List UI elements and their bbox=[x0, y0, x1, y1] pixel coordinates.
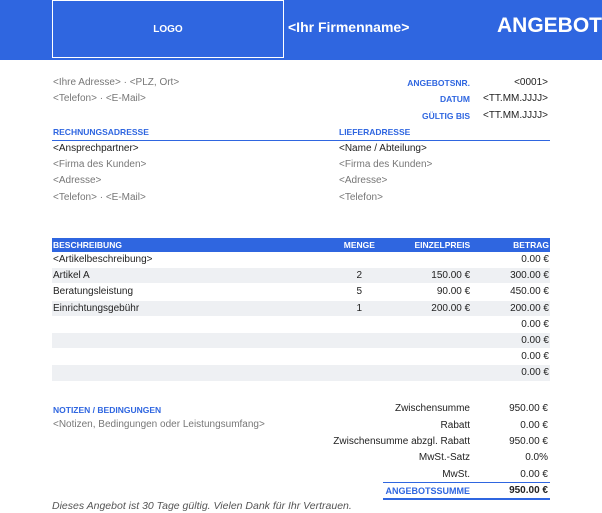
item-unit-price: 200.00 € bbox=[380, 300, 471, 316]
date-value: <TT.MM.JJJJ> bbox=[482, 93, 548, 104]
subtotal-label: Zwischensumme bbox=[394, 403, 470, 414]
sender-contact: <Telefon> · <E-Mail> bbox=[53, 93, 146, 104]
item-unit-price bbox=[380, 349, 471, 365]
items-header-row bbox=[52, 238, 550, 252]
shipping-phone: <Telefon> bbox=[339, 192, 383, 203]
billing-company: <Firma des Kunden> bbox=[53, 159, 147, 170]
col-header-description: BESCHREIBUNG bbox=[52, 238, 338, 252]
item-description: <Artikelbeschreibung> bbox=[52, 252, 338, 268]
item-amount: 300.00 € bbox=[471, 268, 550, 284]
item-unit-price: 90.00 € bbox=[380, 284, 471, 300]
table-row bbox=[52, 268, 550, 284]
col-header-quantity: MENGE bbox=[338, 238, 380, 252]
item-amount: 0.00 € bbox=[471, 365, 550, 381]
vat-value: 0.00 € bbox=[520, 469, 548, 480]
vat-rate-label: MwSt.-Satz bbox=[418, 452, 470, 463]
shipping-name: <Name / Abteilung> bbox=[339, 143, 427, 154]
item-amount: 0.00 € bbox=[471, 332, 550, 348]
table-row bbox=[52, 332, 550, 348]
item-unit-price bbox=[380, 365, 471, 381]
vat-label: MwSt. bbox=[442, 469, 470, 480]
item-quantity: 5 bbox=[338, 284, 380, 300]
shipping-company: <Firma des Kunden> bbox=[339, 159, 433, 170]
item-unit-price bbox=[380, 316, 471, 332]
item-description bbox=[52, 349, 338, 365]
valid-until-value: <TT.MM.JJJJ> bbox=[482, 110, 548, 121]
billing-heading: RECHNUNGSADRESSE bbox=[53, 127, 149, 137]
subtotal-value: 950.00 € bbox=[509, 403, 548, 414]
table-row bbox=[52, 284, 550, 300]
discount-label: Rabatt bbox=[440, 420, 470, 431]
billing-phone-email: <Telefon> · <E-Mail> bbox=[53, 192, 146, 203]
col-header-unit-price: EINZELPREIS bbox=[380, 238, 471, 252]
item-description: Artikel A bbox=[52, 268, 338, 284]
table-row bbox=[52, 316, 550, 332]
item-amount: 450.00 € bbox=[471, 284, 550, 300]
item-description bbox=[52, 332, 338, 348]
notes-heading: NOTIZEN / BEDINGUNGEN bbox=[53, 405, 162, 415]
item-description: Einrichtungsgebühr bbox=[52, 300, 338, 316]
notes-text: <Notizen, Bedingungen oder Leistungsumfang> bbox=[53, 419, 265, 430]
header-band bbox=[0, 0, 602, 60]
item-quantity bbox=[338, 365, 380, 381]
item-description: Beratungsleistung bbox=[52, 284, 338, 300]
item-quantity bbox=[338, 349, 380, 365]
item-description bbox=[52, 365, 338, 381]
grand-total-label: ANGEBOTSSUMME bbox=[385, 486, 470, 496]
item-amount: 0.00 € bbox=[471, 252, 550, 268]
item-unit-price bbox=[380, 332, 471, 348]
valid-until-label: GÜLTIG BIS bbox=[421, 111, 470, 121]
subtotal-less-discount-label: Zwischensumme abzgl. Rabatt bbox=[333, 436, 470, 447]
address-divider bbox=[52, 140, 550, 141]
item-quantity bbox=[338, 316, 380, 332]
quote-number-label: ANGEBOTSNR. bbox=[407, 78, 470, 88]
shipping-address: <Adresse> bbox=[339, 175, 388, 186]
item-unit-price bbox=[380, 252, 471, 268]
table-row bbox=[52, 365, 550, 381]
vat-rate-value: 0.0% bbox=[525, 452, 548, 463]
item-amount: 200.00 € bbox=[471, 300, 550, 316]
items-table bbox=[52, 238, 550, 382]
document-title: ANGEBOT bbox=[497, 14, 602, 37]
total-bottom-rule bbox=[383, 498, 550, 500]
table-row bbox=[52, 252, 550, 268]
quote-number-value: <0001> bbox=[514, 77, 548, 88]
total-top-rule bbox=[383, 482, 550, 483]
item-quantity bbox=[338, 252, 380, 268]
item-quantity: 1 bbox=[338, 300, 380, 316]
item-amount: 0.00 € bbox=[471, 316, 550, 332]
subtotal-less-discount-value: 950.00 € bbox=[509, 436, 548, 447]
table-row bbox=[52, 300, 550, 316]
item-description bbox=[52, 316, 338, 332]
footer-note: Dieses Angebot ist 30 Tage gültig. Vielen Dank für Ihr Vertrauen. bbox=[52, 500, 352, 512]
sender-address: <Ihre Adresse> · <PLZ, Ort> bbox=[53, 77, 180, 88]
item-unit-price: 150.00 € bbox=[380, 268, 471, 284]
item-amount: 0.00 € bbox=[471, 349, 550, 365]
grand-total-value: 950.00 € bbox=[509, 485, 548, 496]
company-name: <Ihr Firmenname> bbox=[288, 19, 410, 35]
item-quantity bbox=[338, 332, 380, 348]
col-header-amount: BETRAG bbox=[471, 238, 550, 252]
shipping-heading: LIEFERADRESSE bbox=[339, 127, 411, 137]
billing-contact: <Ansprechpartner> bbox=[53, 143, 139, 154]
date-label: DATUM bbox=[439, 94, 470, 104]
billing-address: <Adresse> bbox=[53, 175, 102, 186]
item-quantity: 2 bbox=[338, 268, 380, 284]
table-row bbox=[52, 349, 550, 365]
discount-value: 0.00 € bbox=[520, 420, 548, 431]
logo-placeholder: LOGO bbox=[52, 0, 284, 58]
